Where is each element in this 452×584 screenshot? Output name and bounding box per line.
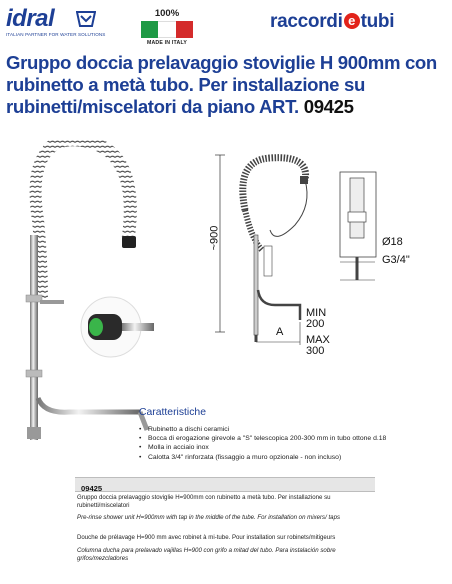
product-illustration bbox=[10, 140, 170, 440]
max-dimension bbox=[306, 335, 330, 357]
height-dimension-label: ~900 bbox=[208, 225, 221, 251]
feature-item: • Calotta 3/4" rinforzata (fissaggio a muro opzionale - non incluso) bbox=[139, 453, 444, 462]
made-in-italy-label: MADE IN ITALY bbox=[146, 40, 188, 46]
feature-item: • Bocca di erogazione girevole a "S" telescopica 200-300 mm in tubo ottone d.18 bbox=[139, 434, 444, 443]
italian-flag-icon bbox=[141, 21, 193, 38]
max-label: MAX bbox=[306, 334, 330, 346]
thread-label: G3/4" bbox=[382, 254, 410, 266]
title-text: Gruppo doccia prelavaggio stoviglie H 900mm con rubinetto a metà tubo. Per installazione su rubinetti/miscelatori da piano ART. bbox=[6, 52, 437, 117]
description-french: Douche de prélavage H=900 mm avec robinet à mi-tube. Pour installation sur robinets/mitigeurs bbox=[77, 534, 336, 541]
made-in-italy-badge bbox=[137, 8, 197, 50]
diameter-label: Ø18 bbox=[382, 236, 403, 248]
description-spanish: Columna ducha para prelavado vajillas H=900 con grifo a mitad del tubo. Para instalación sobre grifos/mezcladores bbox=[77, 547, 336, 563]
description-english: Pre-rinse shower unit H=900mm with tap in the middle of the tube. For installation on mixers/ taps bbox=[77, 514, 341, 521]
idral-logo-text: idral bbox=[6, 5, 55, 32]
brand-part-raccordi: raccordi bbox=[270, 11, 343, 32]
brand-part-tubi: tubi bbox=[360, 11, 395, 32]
min-value: 200 bbox=[306, 318, 325, 330]
raccordietubi-logo bbox=[270, 10, 446, 34]
idral-mark-icon bbox=[76, 10, 96, 28]
title-art-code: 09425 bbox=[303, 96, 354, 117]
product-code-bar bbox=[75, 477, 375, 492]
max-value: 300 bbox=[306, 345, 325, 357]
feature-item: • Molla in acciaio inox bbox=[139, 443, 444, 452]
description-italian: Gruppo doccia prelavaggio stoviglie H=900mm con rubinetto a metà tubo. Per installazione su rubinetti/miscelatori bbox=[77, 494, 331, 510]
min-dimension bbox=[306, 308, 326, 330]
idral-tagline: ITALIAN PARTNER FOR WATER SOLUTIONS bbox=[6, 32, 106, 37]
technical-drawing bbox=[200, 150, 440, 365]
min-label: MIN bbox=[306, 307, 327, 319]
brand-part-e: e bbox=[344, 13, 360, 29]
page-title bbox=[6, 52, 446, 118]
product-code: 09425 bbox=[81, 484, 103, 493]
idral-logo bbox=[6, 5, 106, 42]
feature-item: • Rubinetto a dischi ceramici bbox=[139, 425, 444, 434]
features-list bbox=[139, 425, 444, 462]
features-title: Caratteristiche bbox=[139, 407, 206, 418]
a-dimension-label: A bbox=[276, 326, 284, 338]
made-in-italy-percent: 100% bbox=[154, 8, 180, 19]
spray-head-detail-icon bbox=[78, 296, 156, 358]
